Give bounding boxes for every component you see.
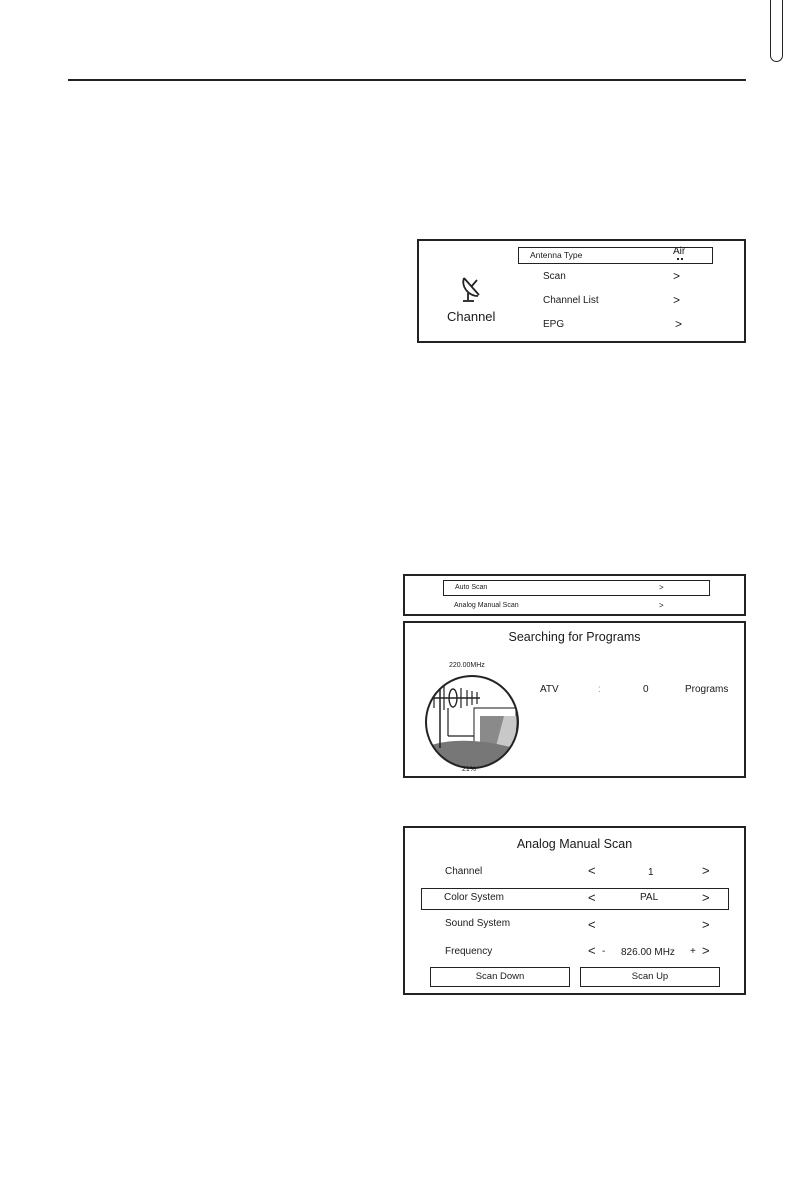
scan-up-button[interactable]: Scan Up [580,967,720,987]
header-rule [68,79,746,81]
program-count-unit: Programs [685,684,729,695]
chevron-right-icon[interactable]: > [702,890,710,905]
decrement-icon[interactable]: - [602,946,606,957]
scan-menu-panel [403,574,746,616]
chevron-right-icon: > [659,601,664,610]
row-label: Color System [444,892,505,903]
frequency-value: 826.00 MHz [621,947,675,958]
menu-category-label: Channel [447,309,496,324]
page-tab-mark [770,0,783,62]
row-label: Sound System [445,918,511,929]
row-label: Channel [445,866,483,877]
chevron-right-icon: > [675,317,683,331]
color-system-row[interactable] [421,888,729,910]
chevron-right-icon[interactable]: > [702,917,710,932]
signal-source-label: ATV [540,684,559,695]
frequency-readout: 220.00MHz [449,662,485,669]
increment-icon[interactable]: + [690,946,696,957]
menu-item-antenna-type[interactable] [518,247,713,264]
chevron-right-icon: > [659,583,664,592]
analog-manual-scan-dialog [403,826,746,995]
chevron-right-icon[interactable]: > [702,943,710,958]
menu-item-auto-scan[interactable] [443,580,710,596]
antenna-type-value: Air [673,246,686,257]
row-label: Frequency [445,946,493,957]
menu-item-label: Antenna Type [530,250,583,260]
menu-item-label: Channel List [543,295,599,306]
channel-menu-panel [417,239,746,343]
separator: : [598,684,601,695]
progress-percent: 21% [462,766,477,773]
menu-item-label: Auto Scan [455,584,488,591]
value-indicator-dots [677,258,683,262]
chevron-right-icon: > [673,293,681,307]
scan-antenna-icon [424,674,520,770]
program-count: 0 [643,684,649,695]
menu-item-label: EPG [543,319,565,330]
menu-item-label: Scan [543,271,566,282]
chevron-left-icon[interactable]: < [588,917,596,932]
satellite-dish-icon [458,274,484,306]
search-programs-dialog [403,621,746,778]
chevron-right-icon[interactable]: > [702,863,710,878]
chevron-left-icon[interactable]: < [588,943,596,958]
dialog-title: Searching for Programs [508,630,641,644]
dialog-title: Analog Manual Scan [516,837,633,851]
channel-value: 1 [648,867,654,878]
chevron-right-icon: > [673,269,681,283]
menu-item-label: Analog Manual Scan [454,602,519,609]
scan-down-button[interactable]: Scan Down [430,967,570,987]
color-system-value: PAL [640,892,659,903]
chevron-left-icon[interactable]: < [588,863,596,878]
chevron-left-icon[interactable]: < [588,890,596,905]
